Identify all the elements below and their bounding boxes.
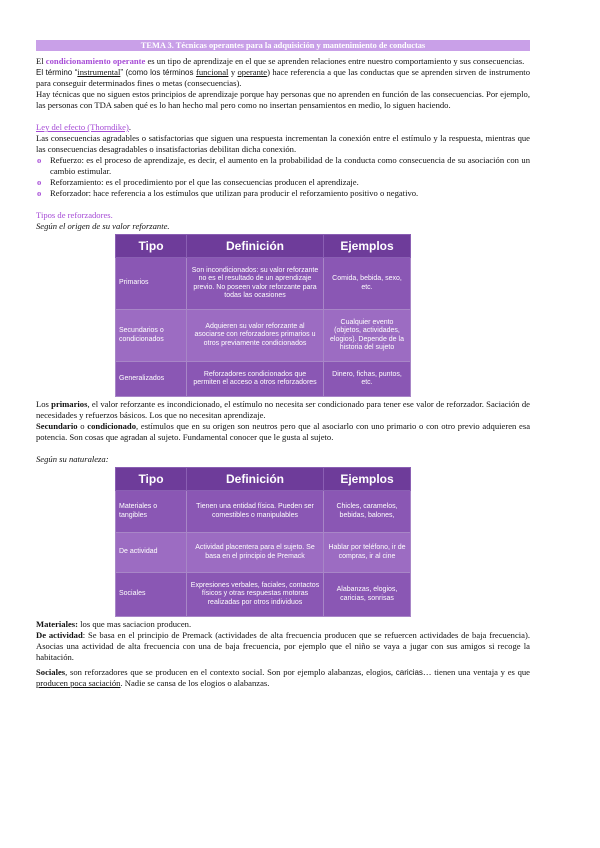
table-cell: Comida, bebida, sexo, etc.	[324, 258, 411, 310]
column-header: Definición	[187, 235, 324, 258]
intro-paragraph: El condicionamiento operante es un tipo de aprendizaje en el que se aprenden relaciones entre nuestro comportamiento y sus consecuencias.	[36, 56, 525, 66]
table-row	[116, 573, 411, 617]
sociales-paragraph: Sociales, son reforzadores que se producen en el contexto social. Son por ejemplo alabanzas, elogios, caricias… tienen una ventaja y es que producen poca saciación. Nadie se cansa de los elogios o alabanzas.	[36, 667, 530, 688]
list-item: o Refuerzo: es el proceso de aprendizaje, es decir, el aumento en la probabilidad de la conducta como consecuencia de su asociación con un cambio estimular.	[50, 155, 530, 177]
funcional-word: funcional	[195, 67, 229, 77]
materiales-paragraph: Materiales: los que mas saciacion producen.	[36, 619, 192, 629]
table-header-row	[116, 468, 411, 491]
ley-paragraph: Las consecuencias agradables o satisfactorias que siguen una respuesta incrementan la conexión entre el estímulo y la respuesta, mientras que las consecuencias desagradables o insatisfactorias debilitan dicha conexión.	[36, 133, 530, 154]
tda-paragraph: Hay técnicas que no siguen estos principios de aprendizaje porque hay personas que no aprenden en función de las consecuencias. Por ejemplo, las personas con TDA saben qué es lo han hecho mal pero como no insertan pensamientos en medio, lo siguen haciendo.	[36, 89, 530, 110]
column-header: Ejemplos	[324, 235, 411, 258]
nature-subheading: Según su naturaleza:	[36, 454, 109, 464]
caricias-word: caricias	[395, 668, 423, 677]
instrumental-word: instrumental	[77, 67, 121, 77]
table-cell: Reforzadores condicionados que permiten el acceso a otros reforzadores	[187, 362, 324, 397]
table-cell: Hablar por teléfono, ir de compras, ir al cine	[324, 533, 411, 573]
table-cell: Expresiones verbales, faciales, contactos físicos y otras respuestas motoras realizadas por otros individuos	[187, 573, 324, 617]
operante-word: operante	[237, 67, 268, 77]
table-cell: Primarios	[116, 258, 187, 310]
table-cell: De actividad	[116, 533, 187, 573]
list-item: o Reforzamiento: es el procedimiento por el que las consecuencias producen el aprendizaje.	[50, 177, 530, 188]
instrumental-paragraph: El término “instrumental” (como los términos funcional y operante) hace referencia a que las conductas que se aprenden sirven de instrumento para conseguir determinados fines o metas (consecuencias).	[36, 67, 530, 88]
column-header: Tipo	[116, 468, 187, 491]
definitions-list	[36, 155, 530, 199]
reinforcer-origin-table	[115, 234, 411, 397]
actividad-paragraph: De actividad: Se basa en el principio de Premack (actividades de alta frecuencia producen que se refuercen actividades de baja frecuencia). Asocias una actividad de alta frecuencia con una de baja frecuencia, por ejemplo que el niño se vaya a jugar con sus amigos si recoge la habitación.	[36, 630, 530, 662]
table-row	[116, 491, 411, 533]
table-cell: Actividad placentera para el sujeto. Se basa en el principio de Premack	[187, 533, 324, 573]
table-cell: Materiales o tangibles	[116, 491, 187, 533]
table-row	[116, 362, 411, 397]
table-row	[116, 310, 411, 362]
table-cell: Sociales	[116, 573, 187, 617]
table-cell: Cualquier evento (objetos, actividades, elogios). Depende de la historia del sujeto	[324, 310, 411, 362]
table-row	[116, 533, 411, 573]
column-header: Ejemplos	[324, 468, 411, 491]
operant-conditioning-term: condicionamiento operante	[45, 56, 146, 66]
table-cell: Chicles, caramelos, bebidas, balones,	[324, 491, 411, 533]
table-cell: Tienen una entidad física. Pueden ser comestibles o manipulables	[187, 491, 324, 533]
tipos-heading: Tipos de reforzadores.	[36, 210, 113, 220]
table-row	[116, 258, 411, 310]
secundario-paragraph: Secundario o condicionado, estímulos que en su origen son neutros pero que al asociarlo con uno primario o con otro previo adquieren esa potencia. Son cosas que agradan al sujeto. Fundamental conocer que le gusta al sujeto.	[36, 421, 531, 442]
table-header-row	[116, 235, 411, 258]
reinforcer-nature-table	[115, 467, 411, 617]
primarios-paragraph: Los primarios, el valor reforzante es incondicionado, el estímulo no necesita ser condicionado para tener ese valor de reforzador. Saciación de necesidades y refuerzos básicos. Los que no necesitan aprendizaje.	[36, 399, 530, 420]
list-item: o Reforzador: hace referencia a los estímulos que utilizan para producir el reforzamiento positivo o negativo.	[50, 188, 530, 199]
origin-subheading: Según el origen de su valor reforzante.	[36, 221, 170, 231]
poca-saciacion-phrase: producen poca saciación	[36, 678, 121, 688]
document-page	[36, 40, 530, 689]
table-cell: Dinero, fichas, puntos, etc.	[324, 362, 411, 397]
table-cell: Alabanzas, elogios, caricias, sonrisas	[324, 573, 411, 617]
table-cell: Secundarios o condicionados	[116, 310, 187, 362]
column-header: Tipo	[116, 235, 187, 258]
page-title: TEMA 3. Técnicas operantes para la adquisición y mantenimiento de conductas	[36, 40, 530, 51]
ley-heading: Ley del efecto (Thorndike).	[36, 122, 131, 132]
column-header: Definición	[187, 468, 324, 491]
table-cell: Generalizados	[116, 362, 187, 397]
table-cell: Adquieren su valor reforzante al asociarse con reforzadores primarios u otros previamente condicionados	[187, 310, 324, 362]
table-cell: Son incondicionados: su valor reforzante no es el resultado de un aprendizaje previo. No poseen valor reforzante para todas las ocasiones	[187, 258, 324, 310]
